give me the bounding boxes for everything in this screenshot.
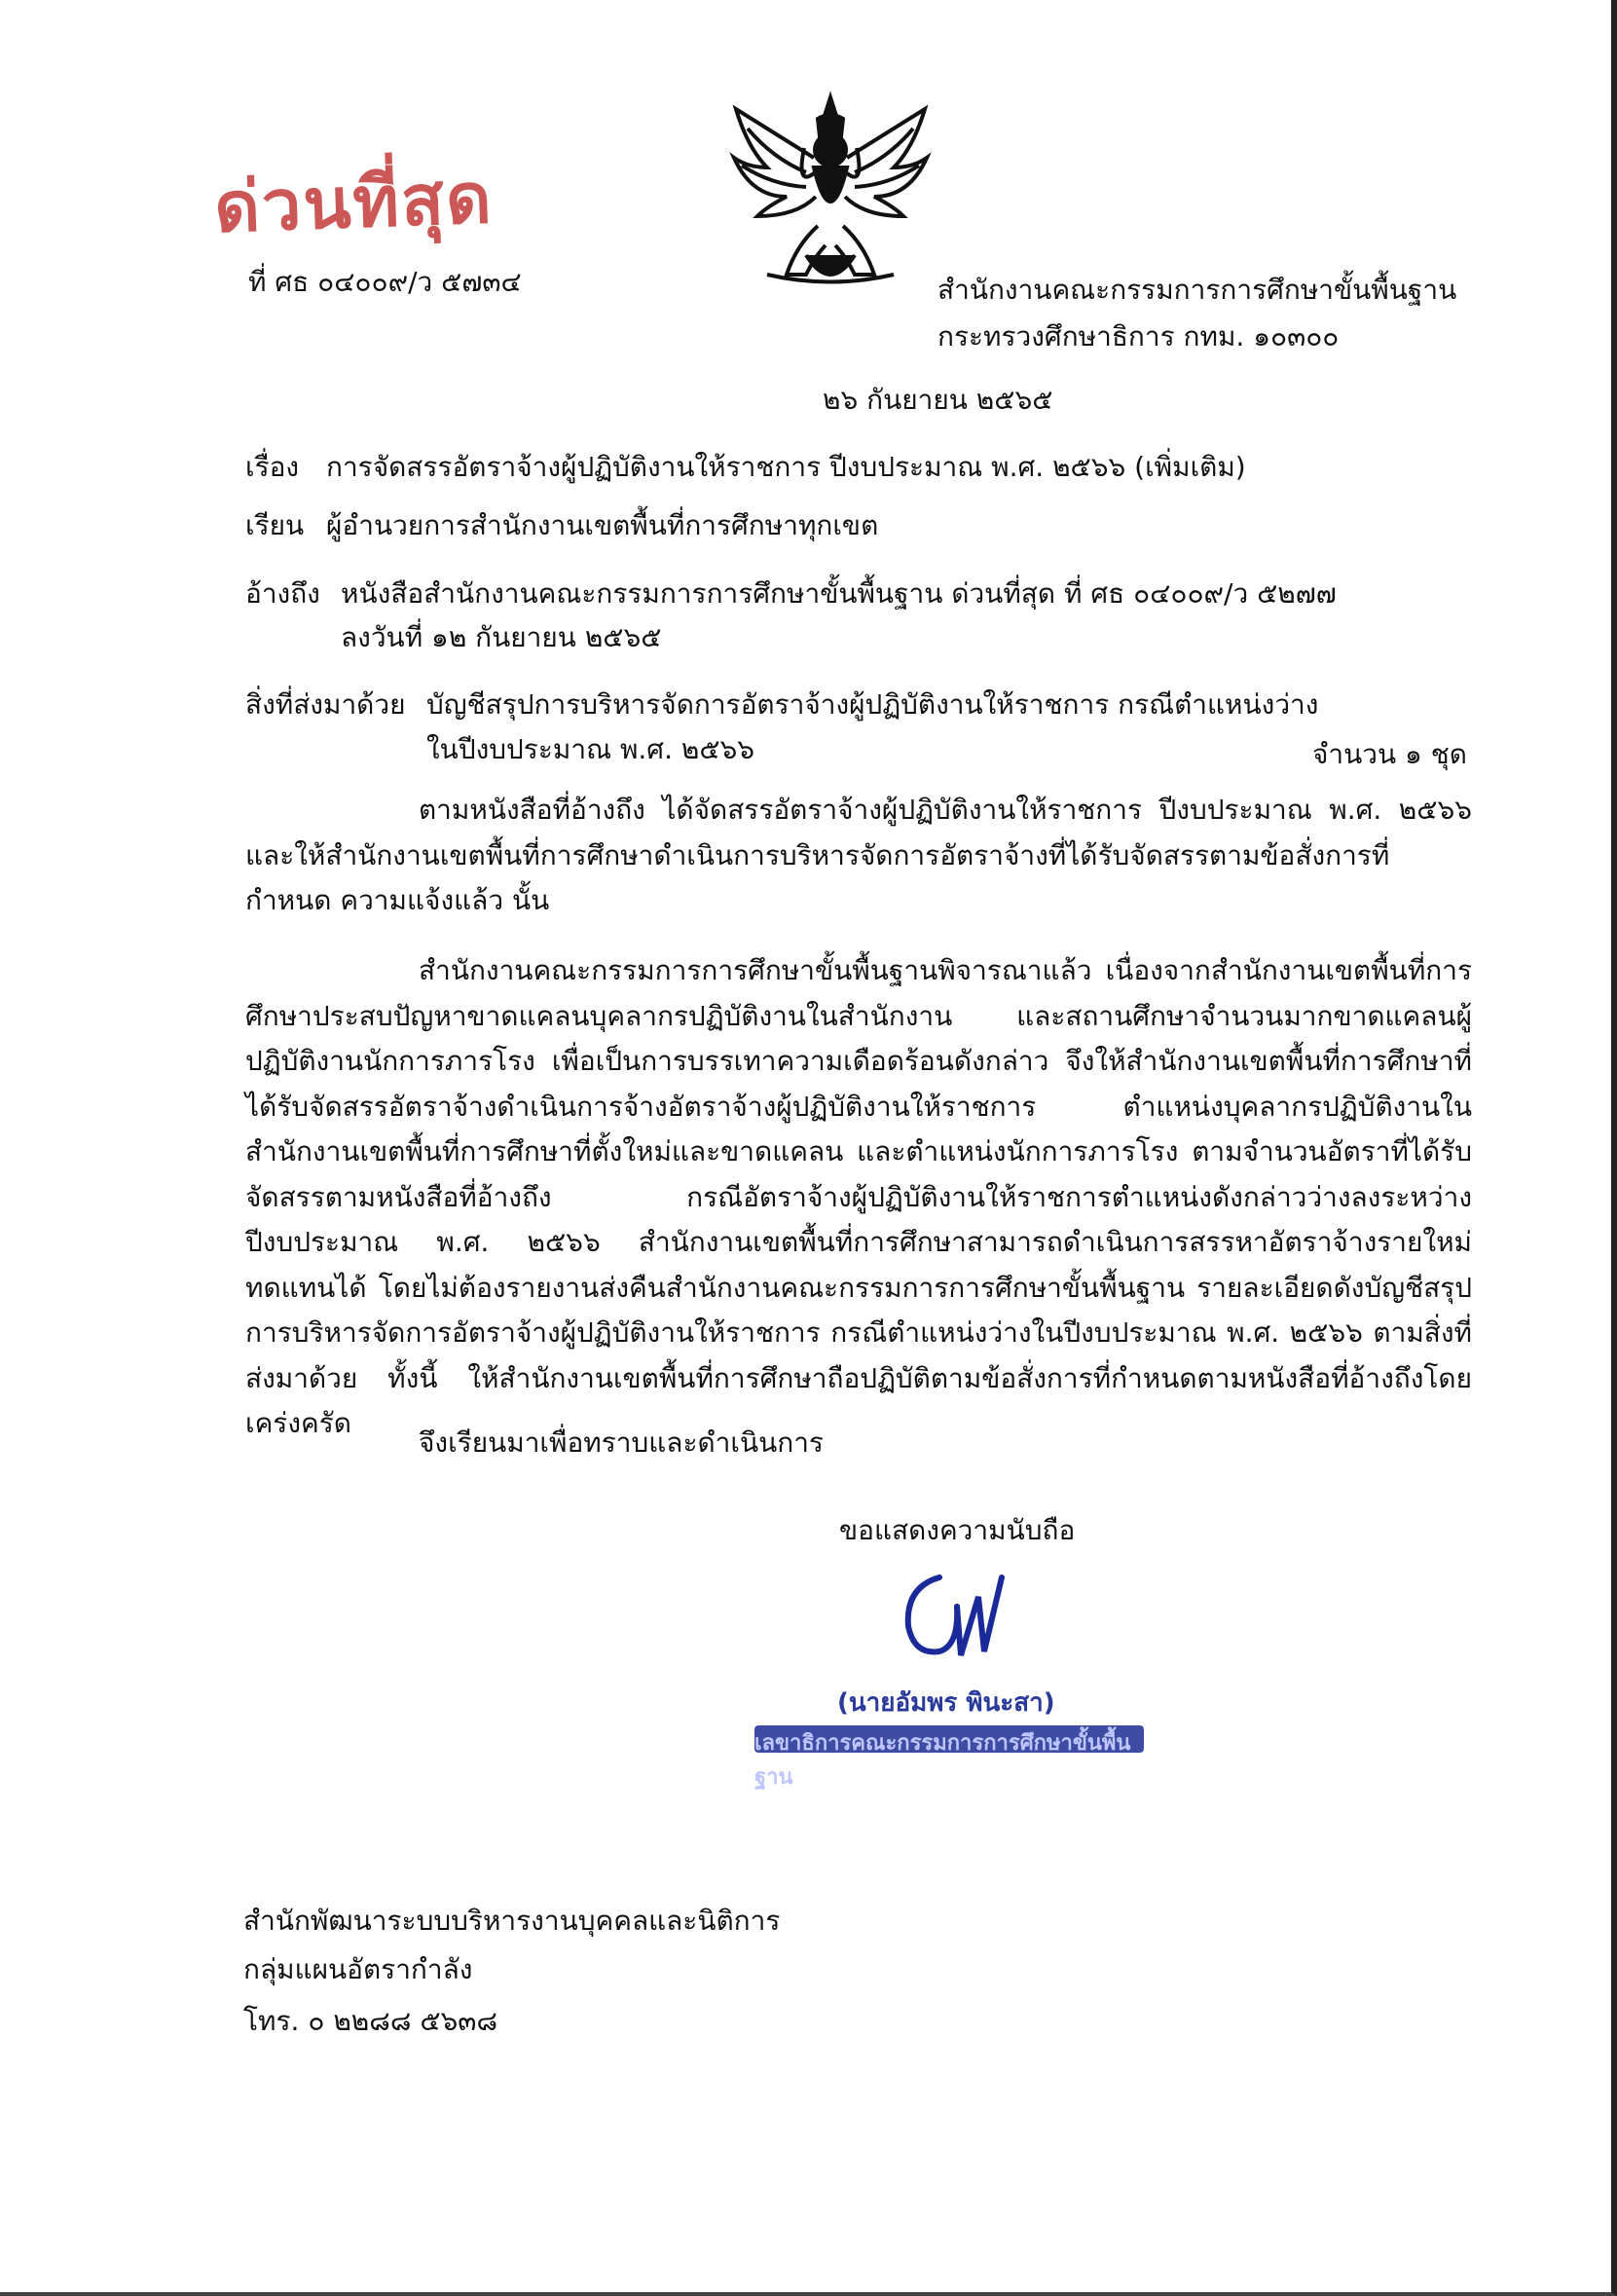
- reference-line2: ลงวันที่ ๑๒ กันยายน ๒๕๖๕: [341, 621, 662, 653]
- enclosure-quantity: จำนวน ๑ ชุด: [1312, 738, 1467, 770]
- footer-group: กลุ่มแผนอัตรากำลัง: [243, 1953, 473, 1985]
- reference-line1: หนังสือสำนักงานคณะกรรมการการศึกษาขั้นพื้นฐาน ด่วนที่สุด ที่ ศธ ๐๔๐๐๙/ว ๕๒๗๗: [341, 577, 1337, 610]
- subject-label: เรื่อง: [245, 451, 300, 483]
- signatory-name: (นายอัมพร พินะสา): [837, 1688, 1055, 1718]
- issuer-ministry: กระทรวงศึกษาธิการ กทม. ๑๐๓๐๐: [937, 320, 1340, 352]
- issuer-office: สำนักงานคณะกรรมการการศึกษาขั้นพื้นฐาน: [937, 274, 1457, 306]
- addressee-label: เรียน: [245, 509, 305, 541]
- salutation: ขอแสดงความนับถือ: [839, 1514, 1076, 1546]
- handwritten-signature-icon: [900, 1558, 1037, 1665]
- document-date: ๒๖ กันยายน ๒๕๖๕: [823, 384, 1053, 416]
- body-paragraph-1: ตามหนังสือที่อ้างถึง ได้จัดสรรอัตราจ้างผู้ปฏิบัติงานให้ราชการ ปีงบประมาณ พ.ศ. ๒๕๖๖ และให้สำนักงานเขตพื้นที่การศึกษาดำเนินการบริหารจัดการอัตราจ้างที่ได้รับจัดสรรตามข้อสั่งการที่กำหนด ความแจ้งแล้ว นั้น: [245, 794, 1472, 916]
- subject-text: การจัดสรรอัตราจ้างผู้ปฏิบัติงานให้ราชการ ปีงบประมาณ พ.ศ. ๒๕๖๖ (เพิ่มเติม): [326, 451, 1246, 483]
- reference-number: ที่ ศธ ๐๔๐๐๙/ว ๕๗๓๔: [248, 266, 522, 298]
- body-paragraph-2: สำนักงานคณะกรรมการการศึกษาขั้นพื้นฐานพิจารณาแล้ว เนื่องจากสำนักงานเขตพื้นที่การศึกษาประสบปัญหาขาดแคลนบุคลากรปฏิบัติงานในสำนักงาน และสถานศึกษาจำนวนมากขาดแคลนผู้ปฏิบัติงานนักการภารโรง เพื่อเป็นการบรรเทาความเดือดร้อนดังกล่าว จึงให้สำนักงานเขตพื้นที่การศึกษาที่ได้รับจัดสรรอัตราจ้างดำเนินการจ้างอัตราจ้างผู้ปฏิบัติงานให้ราชการ ตำแหน่งบุคลากรปฏิบัติงานในสำนักงานเขตพื้นที่การศึกษาที่ตั้งใหม่และขาดแคลน และตำแหน่งนักการภารโรง ตามจำนวนอัตราที่ได้รับจัดสรรตามหนังสือที่อ้างถึง กรณีอัตราจ้างผู้ปฏิบัติงานให้ราชการตำแหน่งดังกล่าวว่างลงระหว่างปีงบประมาณ พ.ศ. ๒๕๖๖ สำนักงานเขตพื้นที่การศึกษาสามารถดำเนินการสรรหาอัตราจ้างรายใหม่ทดแทนได้ โดยไม่ต้องรายงานส่งคืนสำนักงานคณะกรรมการการศึกษาขั้นพื้นฐาน รายละเอียดดังบัญชีสรุปการบริหารจัดการอัตราจ้างผู้ปฏิบัติงานให้ราชการ กรณีตำแหน่งว่างในปีงบประมาณ พ.ศ. ๒๕๖๖ ตามสิ่งที่ส่งมาด้วย ทั้งนี้ ให้สำนักงานเขตพื้นที่การศึกษาถือปฏิบัติตามข้อสั่งการที่กำหนดตามหนังสือที่อ้างถึงโดยเคร่งครัด: [245, 954, 1472, 1439]
- enclosure-line1: บัญชีสรุปการบริหารจัดการอัตราจ้างผู้ปฏิบัติงานให้ราชการ กรณีตำแหน่งว่าง: [426, 688, 1319, 721]
- footer-department: สำนักพัฒนาระบบบริหารงานบุคคลและนิติการ: [243, 1905, 781, 1937]
- urgency-stamp: ด่วนที่สุด: [212, 157, 495, 248]
- closing-line: จึงเรียนมาเพื่อทราบและดำเนินการ: [419, 1426, 824, 1459]
- enclosure-label: สิ่งที่ส่งมาด้วย: [245, 688, 406, 721]
- footer-phone: โทร. ๐ ๒๒๘๘ ๕๖๓๘: [243, 2005, 498, 2037]
- addressee-text: ผู้อำนวยการสำนักงานเขตพื้นที่การศึกษาทุกเขต: [326, 509, 879, 541]
- signatory-position: เลขาธิการคณะกรรมการการศึกษาขั้นพื้นฐาน: [754, 1725, 1144, 1753]
- garuda-emblem-icon: [728, 90, 933, 294]
- enclosure-line2: ในปีงบประมาณ พ.ศ. ๒๕๖๖: [426, 733, 755, 765]
- reference-label: อ้างถึง: [245, 577, 320, 610]
